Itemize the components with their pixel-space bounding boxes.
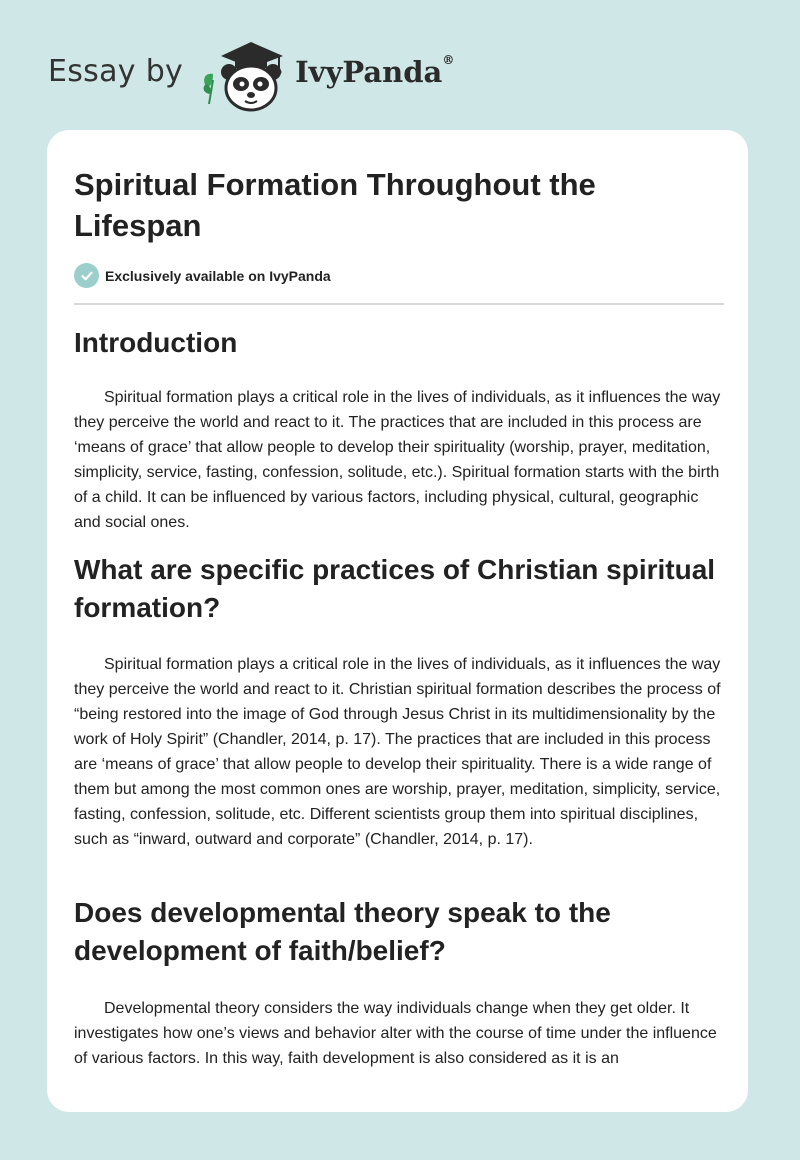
article-title: Spiritual Formation Throughout the Lifespan bbox=[74, 167, 596, 243]
section-heading-introduction: Introduction bbox=[74, 327, 238, 358]
exclusive-label: Exclusively available on IvyPanda bbox=[105, 267, 331, 284]
panda-graduate-logo-icon bbox=[199, 34, 291, 114]
brand-wordmark bbox=[295, 52, 455, 89]
section-heading-developmental-theory: Does developmental theory speak to the development of faith/belief? bbox=[74, 897, 611, 966]
registered-mark: ® bbox=[442, 52, 455, 67]
section-body-developmental-theory: Developmental theory considers the way individuals change when they get older. It investigates how one’s views and behavior alter with the course of time under the influence of various factors. In this way, faith development is also considered as it is an bbox=[74, 1000, 717, 1067]
article-card bbox=[47, 130, 748, 1112]
ivypanda-logo[interactable] bbox=[199, 34, 454, 114]
section-body-introduction: Spiritual formation plays a critical role in the lives of individuals, as it influences the way they perceive the world and react to it. The practices that are included in this process are ‘means of grace’ that allow people to develop their spirituality (worship, prayer, meditation, simplicity, service, fasting, confession, solitude, etc.). Spiritual formation starts with the birth of a child. It can be influenced by various factors, including physical, cultural, geographic and social ones. bbox=[74, 389, 721, 531]
section-body-practices: Spiritual formation plays a critical role in the lives of individuals, as it influences the way they perceive the world and react to it. Christian spiritual formation describes the process of “being restored into the image of God through Jesus Christ in its multidimensionality by the work of Holy Spirit” (Chandler, 2014, p. 17). The practices that are included in this process are ‘means of grace’ that allow people to develop their spirituality. There is a wide range of them but among the most common ones are worship, prayer, meditation, simplicity, service, fasting, confession, solitude, etc. Different scientists group them into spiritual disciplines, such as “inward, outward and corporate” (Chandler, 2014, p. 17). bbox=[74, 656, 721, 848]
check-circle-icon bbox=[74, 263, 99, 288]
divider bbox=[74, 303, 724, 305]
section-heading-practices: What are specific practices of Christian spiritual formation? bbox=[74, 554, 716, 623]
essay-by-label: Essay by bbox=[48, 54, 184, 89]
brand-name: IvyPanda bbox=[295, 54, 443, 89]
exclusive-badge bbox=[74, 263, 331, 288]
site-header bbox=[48, 34, 454, 114]
